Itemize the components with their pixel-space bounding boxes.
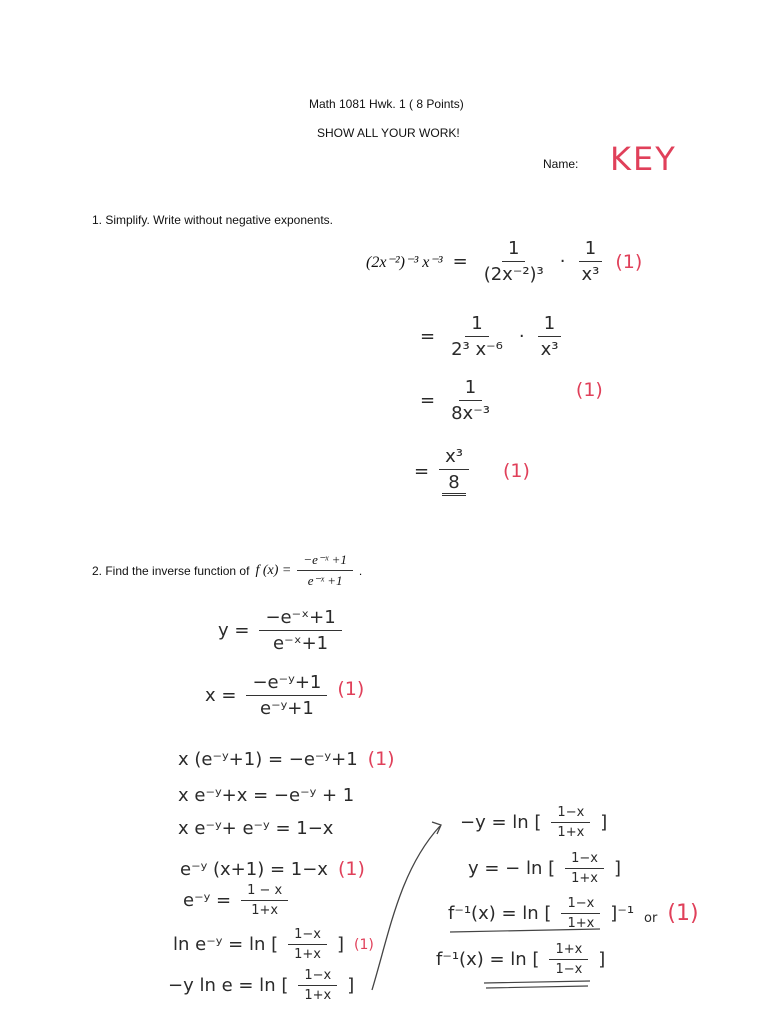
problem2-line-4: x e⁻ʸ+x = −e⁻ʸ + 1 <box>178 785 355 806</box>
fraction: $\frac{1-x}{1+x}$ <box>298 968 337 1003</box>
instruction-text: SHOW ALL YOUR WORK! <box>317 126 460 140</box>
fraction: $\frac{1}{\text{8x⁻³}}$ <box>451 377 490 424</box>
problem2-line-y: y = $\frac{\text{−e⁻ˣ+1}}{\text{e⁻ˣ+1}}$ <box>218 607 342 654</box>
problem2-line-8: ln e⁻ʸ = ln [ $\frac{1-x}{1+x}$ ] (1) <box>173 927 374 962</box>
dot-operator: · <box>559 251 566 272</box>
fraction: $\frac{1}{\text{2³ x⁻⁶}}$ <box>451 313 503 360</box>
fraction: $\frac{1}{\text{(2x⁻²)³}}$ <box>483 238 544 285</box>
fraction: $\frac{\text{−e⁻ˣ+1}}{\text{e⁻ˣ+1}}$ <box>259 607 341 654</box>
equals-sign: = <box>452 251 468 272</box>
continuation-arrow <box>372 826 440 990</box>
name-label: Name: <box>543 157 579 171</box>
arrow-head <box>432 822 441 834</box>
problem1-step3: = $\frac{1}{\text{8x⁻³}}$ (1) <box>420 377 603 424</box>
answer-underline <box>450 929 600 932</box>
fraction: $\frac{1 - x}{1+x}$ <box>241 883 288 918</box>
fraction: $\frac{1}{\text{x³}}$ <box>576 238 606 285</box>
problem1-answer: = $\frac{\text{x³}}{8}$ (1) <box>414 446 530 496</box>
score-mark: (1) <box>575 378 603 401</box>
fraction: $\frac{\text{−e⁻ʸ+1}}{\text{e⁻ʸ+1}}$ <box>246 672 327 719</box>
problem1-step2: = $\frac{1}{\text{2³ x⁻⁶}}$ · $\frac{1}{\text{x³}}$ <box>420 313 564 360</box>
problem2-line-5: x e⁻ʸ+ e⁻ʸ = 1−x <box>178 818 334 839</box>
score-mark: (1) <box>367 748 395 770</box>
score-mark: (1) <box>353 936 374 953</box>
score-mark: (1) <box>667 901 699 926</box>
score-mark: (1) <box>502 460 530 482</box>
fraction: $\frac{1-x}{1+x}$ <box>551 805 590 840</box>
problem2-prompt: 2. Find the inverse function of f (x) = $\frac{\text{−e⁻ˣ +1}}{\text{e⁻ˣ +1}}$ . <box>92 552 363 588</box>
fraction: $\frac{\text{−e⁻ˣ +1}}{\text{e⁻ˣ +1}}$ <box>297 552 353 589</box>
score-mark: (1) <box>337 858 365 880</box>
problem2-line-7: e⁻ʸ = $\frac{1 - x}{1+x}$ <box>183 883 288 918</box>
problem2-right-4: f⁻¹(x) = ln [ $\frac{1+x}{1-x}$ ] <box>436 942 606 977</box>
problem2-line-6: e⁻ʸ (x+1) = 1−x (1) <box>180 858 365 880</box>
score-mark: (1) <box>615 250 643 273</box>
answer-underline <box>484 981 590 988</box>
fraction: $\frac{1}{\text{x³}}$ <box>535 313 565 360</box>
problem2-line-3: x (e⁻ʸ+1) = −e⁻ʸ+1 (1) <box>178 748 395 770</box>
problem1-expression: (2x⁻²)⁻³ x⁻³ <box>366 253 443 271</box>
score-mark: (1) <box>337 677 365 700</box>
problem2-right-1: −y = ln [ $\frac{1-x}{1+x}$ ] <box>460 805 608 840</box>
fraction: $\frac{1-x}{1+x}$ <box>565 851 604 886</box>
problem2-line-9: −y ln e = ln [ $\frac{1-x}{1+x}$ ] <box>168 968 355 1003</box>
fraction: $\frac{1-x}{1+x}$ <box>561 896 600 931</box>
problem1-prompt: 1. Simplify. Write without negative exponents. <box>92 213 334 227</box>
fraction: $\frac{1-x}{1+x}$ <box>288 927 327 962</box>
problem2-right-2: y = − ln [ $\frac{1-x}{1+x}$ ] <box>468 851 622 886</box>
document-title: Math 1081 Hwk. 1 ( 8 Points) <box>309 97 464 111</box>
name-value-key: KEY <box>610 140 677 178</box>
fraction: $\frac{\text{x³}}{8}$ <box>439 446 469 496</box>
problem2-line-x: x = $\frac{\text{−e⁻ʸ+1}}{\text{e⁻ʸ+1}}$ (1) <box>205 672 365 719</box>
fraction: $\frac{1+x}{1-x}$ <box>549 942 588 977</box>
problem2-right-3: f⁻¹(x) = ln [ $\frac{1-x}{1+x}$ ]⁻¹ or (1) <box>448 896 699 931</box>
or-text: or <box>644 911 658 926</box>
